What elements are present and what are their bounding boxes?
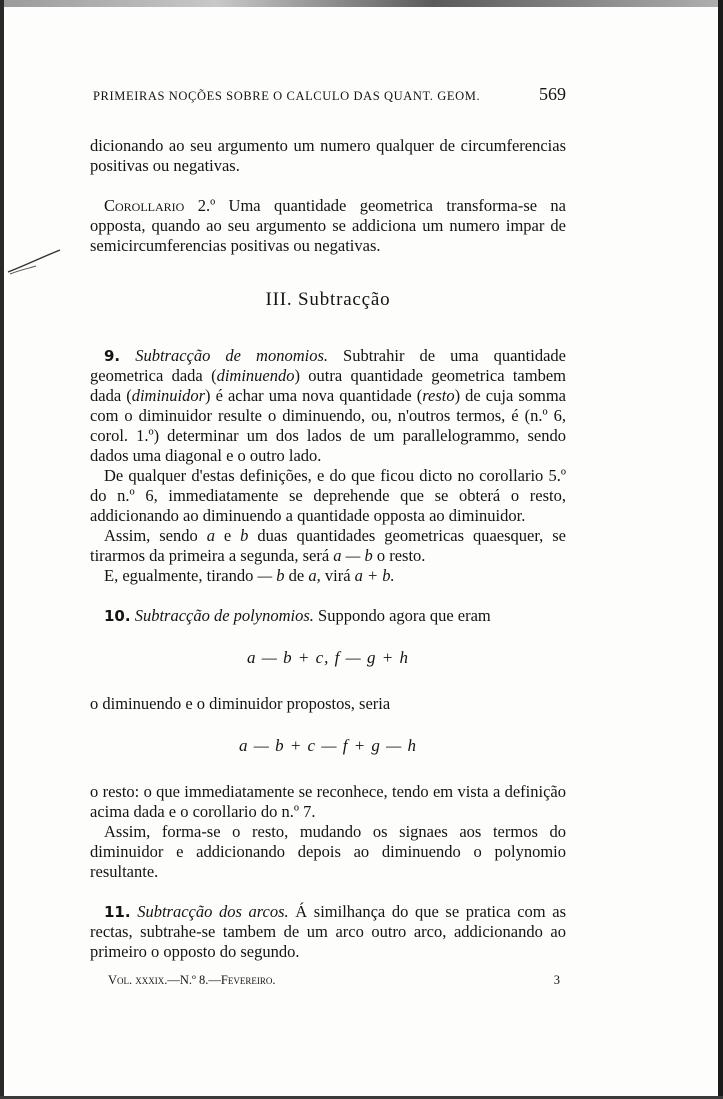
page-content — [90, 84, 566, 990]
scan-edge-top — [0, 0, 723, 7]
term: diminuidor — [131, 386, 206, 405]
text: o diminuendo e o diminuidor propostos, seria — [90, 694, 391, 713]
section-heading: Subtracção dos arcos. — [137, 902, 289, 921]
text: Á similhança do que se pratica com as rectas, subtrahe-se tambem de um arco outro arco, addicionando ao primeiro o opposto do segundo. — [90, 902, 566, 961]
text: ) outra quantidade geometrica tambem dada ( — [90, 366, 566, 405]
expression: a, — [308, 566, 321, 585]
section-heading: Subtracção de polynomios. — [134, 606, 314, 625]
scan-edge-right — [718, 0, 723, 1099]
text: E, egualmente, tirando — [104, 566, 258, 585]
section-number: 9. — [104, 347, 121, 365]
signature-mark: 3 — [553, 973, 560, 987]
term: resto — [422, 386, 455, 405]
section-9-paragraph-2 — [90, 466, 566, 526]
text: 2.º Uma quantidade geometrica transforma-se na opposta, quando ao seu argumento se addiciona um numero impar de semicircumferencias positivas ou negativas. — [90, 196, 566, 255]
section-number: 10. — [104, 607, 131, 625]
text: o resto: o que immediatamente se reconhece, tendo em vista a definição acima dada e o corollario do n.º 7. — [90, 782, 566, 821]
paragraph-continuation — [90, 136, 566, 176]
text: virá — [320, 566, 355, 585]
section-number: 11. — [104, 903, 131, 921]
formula-1: a — b + c, f — g + h — [247, 648, 409, 667]
corollary-paragraph — [90, 196, 566, 256]
section-9-paragraph-4 — [90, 566, 566, 586]
variable: b — [240, 526, 249, 545]
text: Assim, sendo — [104, 526, 207, 545]
section-10-paragraph — [90, 606, 566, 626]
section-11-paragraph — [90, 902, 566, 962]
section-10-paragraph-3 — [90, 782, 566, 822]
expression: a + b. — [354, 566, 395, 585]
text: Suppondo agora que eram — [313, 606, 491, 625]
expression: — b — [257, 566, 285, 585]
variable: a — [206, 526, 215, 545]
text: ) é achar uma nova quantidade ( — [205, 386, 423, 405]
scan-edge-left — [0, 0, 4, 1099]
text: dicionando ao seu argumento um numero qualquer de circumferencias positivas ou negativas. — [90, 136, 566, 175]
corollary-label: Corollario — [104, 196, 185, 215]
page-footer — [90, 970, 566, 990]
term: diminuendo — [216, 366, 295, 385]
formula-2: a — b + c — f + g — h — [238, 736, 418, 755]
section-heading: Subtracção de monomios. — [135, 346, 328, 365]
text: Subtrahir de uma quantidade geometrica dada ( — [90, 346, 566, 385]
text: o resto. — [372, 546, 426, 565]
section-10-paragraph-4 — [90, 822, 566, 882]
expression: a — b — [333, 546, 373, 565]
text: e — [214, 526, 241, 545]
pencil-mark — [6, 248, 66, 288]
signature-line: Vol. xxxix.—N.º 8.—Fevereiro. — [108, 973, 276, 987]
section-9-paragraph-3 — [90, 526, 566, 566]
running-head — [93, 84, 566, 106]
text: de — [284, 566, 309, 585]
text: Assim, forma-se o resto, mudando os signaes aos termos do diminuidor e addicionando depois ao diminuendo o polynomio resultante. — [90, 822, 566, 881]
page-number: 569 — [539, 84, 566, 104]
section-title: III. Subtracção — [265, 289, 391, 310]
section-10-paragraph-2 — [90, 694, 566, 714]
running-title: PRIMEIRAS NOÇÕES SOBRE O CALCULO DAS QUANT. GEOM. — [93, 89, 481, 103]
text: De qualquer d'estas definições, e do que ficou dicto no corollario 5.º do n.º 6, immediatamente se deprehende que se obterá o resto, addicionando ao diminuendo a quantidade opposta ao diminuidor. — [90, 466, 566, 525]
section-9-paragraph — [90, 346, 566, 466]
text: duas quantidades geometricas quaesquer, se tirarmos da primeira a segunda, será — [90, 526, 566, 565]
text: ) de cuja somma com o diminuidor resulte o diminuendo, ou, n'outros termos, é (n.º 6, corol. 1.º) determinar um dos lados de um parallelogrammo, sendo dados uma diagonal e o outro lado. — [90, 386, 566, 465]
